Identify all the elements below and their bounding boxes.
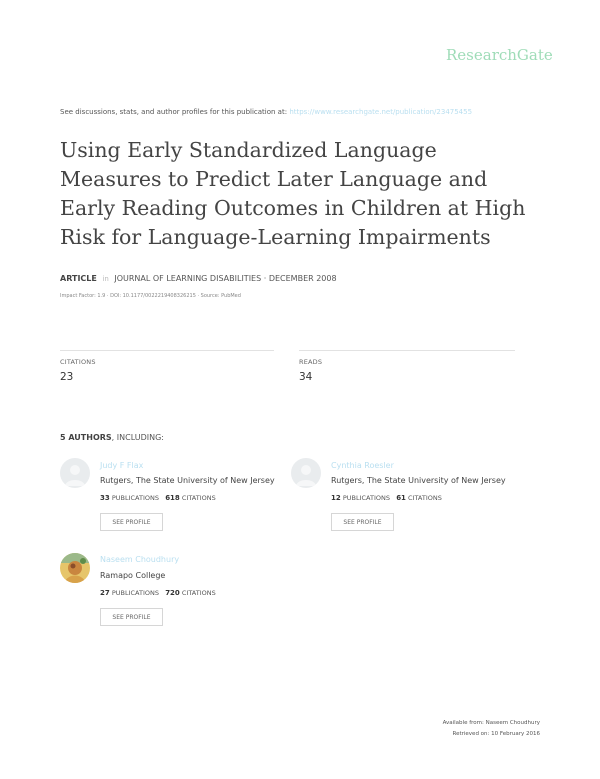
citations-count: 618	[165, 494, 180, 502]
publication-link[interactable]: https://www.researchgate.net/publication/23475455	[289, 108, 473, 116]
journal-info[interactable]: JOURNAL OF LEARNING DISABILITIES · DECEMBER 2008	[114, 274, 337, 283]
author-affiliation: Rutgers, The State University of New Jersey	[100, 476, 275, 485]
authors-count: 5 AUTHORS	[60, 433, 112, 442]
publications-label: PUBLICATIONS	[111, 589, 159, 597]
discussion-line	[60, 108, 472, 116]
publications-count: 27	[100, 589, 110, 597]
publications-label: PUBLICATIONS	[342, 494, 390, 502]
user-placeholder-icon	[291, 458, 321, 488]
publications-count: 12	[331, 494, 341, 502]
available-from: Available from: Naseem Choudhury	[442, 720, 540, 726]
reads-label: READS	[299, 358, 323, 366]
citations-label: CITATIONS	[181, 589, 216, 597]
reads-divider	[299, 350, 515, 351]
meta-separator: in	[102, 275, 109, 283]
author-affiliation: Ramapo College	[100, 571, 166, 580]
article-title: Using Early Standardized Language Measures to Predict Later Language and Early Reading Outcomes in Children at High Risk for Language-Learning Impairments	[60, 138, 526, 249]
citations-divider	[60, 350, 274, 351]
avatar[interactable]	[60, 458, 90, 488]
author-counts	[331, 494, 442, 502]
citations-label: CITATIONS	[408, 494, 442, 502]
user-placeholder-icon	[60, 458, 90, 488]
citations-label: CITATIONS	[60, 358, 96, 366]
authors-suffix: , INCLUDING:	[111, 433, 164, 442]
retrieved-on: Retrieved on: 10 February 2016	[452, 731, 540, 737]
article-meta	[60, 274, 337, 283]
author-name-link[interactable]: Cynthia Roesler	[331, 461, 394, 470]
avatar[interactable]	[60, 553, 90, 583]
see-profile-button[interactable]: SEE PROFILE	[331, 513, 394, 531]
see-profile-button[interactable]: SEE PROFILE	[100, 513, 163, 531]
citations-count: 720	[165, 589, 180, 597]
author-name-link[interactable]: Naseem Choudhury	[100, 555, 180, 564]
see-profile-button[interactable]: SEE PROFILE	[100, 608, 163, 626]
author-affiliation: Rutgers, The State University of New Jersey	[331, 476, 506, 485]
author-photo-icon	[60, 553, 90, 583]
discussion-text: See discussions, stats, and author profiles for this publication at:	[60, 108, 288, 116]
article-kind: ARTICLE	[60, 274, 97, 283]
author-counts	[100, 589, 216, 597]
publications-count: 33	[100, 494, 110, 502]
avatar[interactable]	[291, 458, 321, 488]
author-name-link[interactable]: Judy F Flax	[100, 461, 144, 470]
citations-count: 61	[396, 494, 406, 502]
impact-line: Impact Factor: 1.9 · DOI: 10.1177/0022219408326215 · Source: PubMed	[60, 293, 241, 299]
publications-label: PUBLICATIONS	[111, 494, 159, 502]
authors-heading	[60, 433, 164, 442]
citations-label: CITATIONS	[181, 494, 216, 502]
reads-value: 34	[299, 371, 313, 383]
citations-value: 23	[60, 371, 74, 383]
author-counts	[100, 494, 216, 502]
researchgate-logo[interactable]: ResearchGate	[446, 46, 553, 64]
